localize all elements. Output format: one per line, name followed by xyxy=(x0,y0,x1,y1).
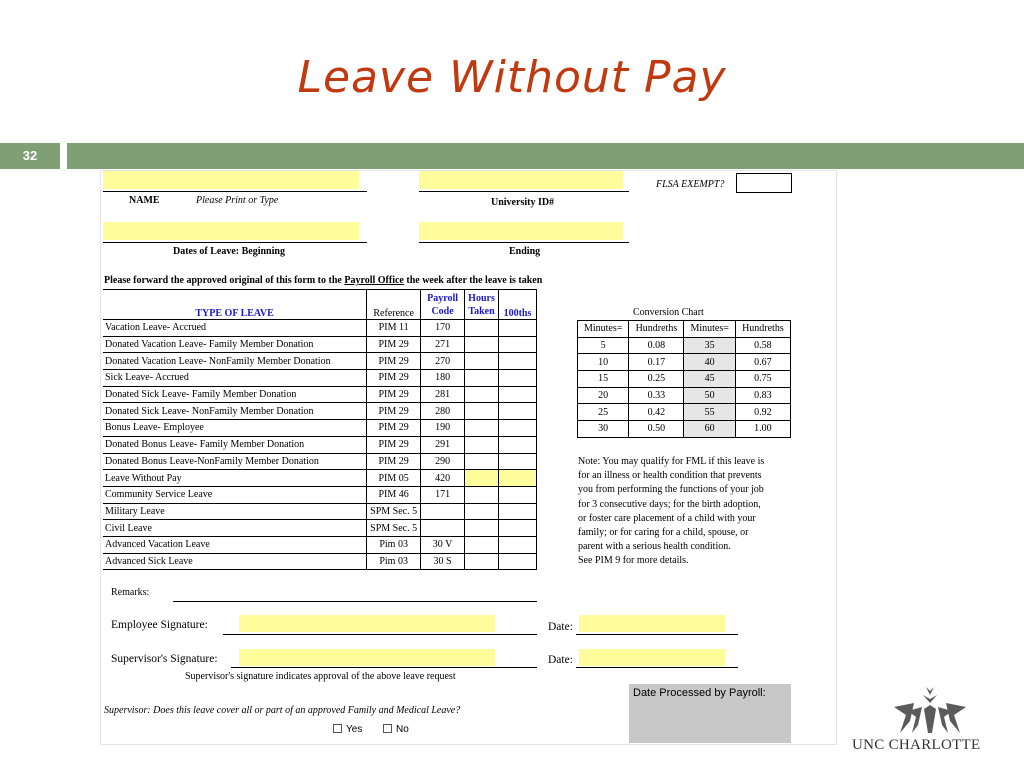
name-label: NAME xyxy=(129,195,160,206)
supervisor-signature-field[interactable] xyxy=(239,649,495,666)
hundredths-cell[interactable] xyxy=(499,336,537,353)
leave-type-cell: Donated Vacation Leave- Family Member Donation xyxy=(103,336,367,353)
reference-cell: Pim 03 xyxy=(367,536,421,553)
no-checkbox[interactable] xyxy=(383,724,392,733)
reference-cell: PIM 29 xyxy=(367,386,421,403)
payroll-code-cell: 280 xyxy=(421,403,465,420)
fml-note xyxy=(578,455,793,569)
conversion-cell: 1.00 xyxy=(735,421,790,438)
reference-cell: PIM 29 xyxy=(367,336,421,353)
slide-title: Leave Without Pay xyxy=(297,52,727,103)
conversion-cell: 60 xyxy=(684,421,735,438)
leave-row xyxy=(103,320,537,337)
payroll-code-header: Payroll Code xyxy=(421,290,465,320)
type-of-leave-header: TYPE OF LEAVE xyxy=(195,308,274,319)
reference-cell: PIM 29 xyxy=(367,353,421,370)
hundredths-cell[interactable] xyxy=(499,436,537,453)
leave-row xyxy=(103,453,537,470)
hundredths-cell[interactable] xyxy=(499,320,537,337)
note-line: parent with a serious health condition. xyxy=(578,541,731,553)
no-option[interactable]: No xyxy=(383,724,409,735)
conversion-row xyxy=(578,337,791,354)
conversion-header-row xyxy=(578,321,791,338)
employee-date-label: Date: xyxy=(548,621,573,633)
conversion-cell: 0.58 xyxy=(735,337,790,354)
reference-cell: PIM 29 xyxy=(367,370,421,387)
conversion-cell: 0.67 xyxy=(735,354,790,371)
hundredths-cell[interactable] xyxy=(499,520,537,537)
hours-taken-cell[interactable] xyxy=(465,403,499,420)
employee-signature-label: Employee Signature: xyxy=(111,619,208,631)
leave-type-cell: Vacation Leave- Accrued xyxy=(103,320,367,337)
conversion-cell: 35 xyxy=(684,337,735,354)
conversion-header-cell: Minutes= xyxy=(578,321,629,338)
payroll-office-link: Payroll Office xyxy=(344,275,404,286)
conversion-row xyxy=(578,371,791,388)
payroll-code-cell: 30 V xyxy=(421,536,465,553)
note-line: or foster care placement of a child with your xyxy=(578,512,756,524)
hundredths-cell[interactable] xyxy=(499,420,537,437)
note-line: for an illness or health condition that prevents xyxy=(578,470,762,482)
flsa-label: FLSA EXEMPT? xyxy=(656,179,725,190)
conversion-cell: 10 xyxy=(578,354,629,371)
leave-type-cell: Advanced Vacation Leave xyxy=(103,536,367,553)
logo-text: UNC CHARLOTTE xyxy=(852,737,981,753)
hundredths-cell[interactable] xyxy=(499,453,537,470)
hours-taken-cell[interactable] xyxy=(465,553,499,570)
payroll-processed-box xyxy=(629,684,791,743)
conversion-cell: 20 xyxy=(578,387,629,404)
reference-cell: SPM Sec. 5 xyxy=(367,520,421,537)
forward-instruction: Please forward the approved original of this form to the Payroll Office the week after the leave is taken xyxy=(104,275,543,286)
hundredths-cell[interactable] xyxy=(499,553,537,570)
conversion-header-cell: Minutes= xyxy=(684,321,735,338)
hours-taken-cell[interactable] xyxy=(465,520,499,537)
hours-taken-cell[interactable] xyxy=(465,386,499,403)
leave-row xyxy=(103,536,537,553)
header-band xyxy=(67,143,1024,169)
hundredths-cell[interactable] xyxy=(499,536,537,553)
leave-type-cell: Donated Bonus Leave-NonFamily Member Donation xyxy=(103,453,367,470)
flsa-box[interactable] xyxy=(736,173,792,193)
leave-row xyxy=(103,420,537,437)
hours-taken-cell[interactable] xyxy=(465,353,499,370)
hours-taken-cell[interactable] xyxy=(465,420,499,437)
conversion-cell: 50 xyxy=(684,387,735,404)
leave-type-cell: Advanced Sick Leave xyxy=(103,553,367,570)
employee-signature-field[interactable] xyxy=(239,615,495,632)
payroll-code-cell: 180 xyxy=(421,370,465,387)
hours-taken-cell[interactable] xyxy=(465,336,499,353)
ending-date-field[interactable] xyxy=(419,222,623,240)
conversion-cell: 15 xyxy=(578,371,629,388)
reference-cell: PIM 29 xyxy=(367,453,421,470)
hours-taken-cell[interactable] xyxy=(465,370,499,387)
payroll-code-cell: 270 xyxy=(421,353,465,370)
conversion-header-cell: Hundreths xyxy=(735,321,790,338)
leave-row xyxy=(103,486,537,503)
hours-taken-cell[interactable] xyxy=(465,436,499,453)
leave-type-cell: Donated Sick Leave- Family Member Donation xyxy=(103,386,367,403)
ending-label: Ending xyxy=(509,246,541,257)
payroll-code-cell: 291 xyxy=(421,436,465,453)
hours-taken-header: Hours Taken xyxy=(465,290,499,320)
leave-type-cell: Military Leave xyxy=(103,503,367,520)
leave-row xyxy=(103,436,537,453)
payroll-code-cell: 281 xyxy=(421,386,465,403)
conversion-cell: 30 xyxy=(578,421,629,438)
dates-label: Dates of Leave: Beginning xyxy=(173,246,285,257)
reference-cell: PIM 29 xyxy=(367,436,421,453)
fml-question: Supervisor: Does this leave cover all or part of an approved Family and Medical Leave? xyxy=(104,705,461,716)
conversion-row xyxy=(578,354,791,371)
payroll-processed-label: Date Processed by Payroll: xyxy=(633,687,766,699)
leave-row xyxy=(103,503,537,520)
leave-row xyxy=(103,403,537,420)
leave-type-table xyxy=(103,289,537,570)
payroll-code-cell: 420 xyxy=(421,470,465,487)
leave-type-cell: Leave Without Pay xyxy=(103,470,367,487)
name-field[interactable] xyxy=(103,171,359,189)
leave-type-cell: Donated Bonus Leave- Family Member Donation xyxy=(103,436,367,453)
reference-cell: PIM 46 xyxy=(367,486,421,503)
hundredths-cell[interactable] xyxy=(499,353,537,370)
supervisor-date-field[interactable] xyxy=(579,649,725,666)
yes-option[interactable]: Yes xyxy=(333,724,362,735)
payroll-code-cell: 290 xyxy=(421,453,465,470)
conversion-chart-title: Conversion Chart xyxy=(633,307,704,318)
unc-charlotte-crown-icon xyxy=(850,685,1010,735)
supervisor-date-label: Date: xyxy=(548,654,573,666)
leave-type-cell: Community Service Leave xyxy=(103,486,367,503)
leave-row xyxy=(103,353,537,370)
conversion-row xyxy=(578,387,791,404)
conversion-cell: 0.33 xyxy=(629,387,684,404)
conversion-cell: 0.17 xyxy=(629,354,684,371)
hours-taken-cell[interactable] xyxy=(465,536,499,553)
hundredths-cell[interactable] xyxy=(499,386,537,403)
yes-checkbox[interactable] xyxy=(333,724,342,733)
conversion-cell: 55 xyxy=(684,404,735,421)
conversion-row xyxy=(578,421,791,438)
note-line: you from performing the functions of your job xyxy=(578,484,764,496)
conversion-cell: 0.75 xyxy=(735,371,790,388)
leave-type-cell: Bonus Leave- Employee xyxy=(103,420,367,437)
payroll-code-cell: 170 xyxy=(421,320,465,337)
hours-taken-cell[interactable] xyxy=(465,503,499,520)
conversion-cell: 0.42 xyxy=(629,404,684,421)
leave-row xyxy=(103,520,537,537)
conversion-cell: 45 xyxy=(684,371,735,388)
leave-row xyxy=(103,470,537,487)
payroll-code-cell: 30 S xyxy=(421,553,465,570)
payroll-code-cell xyxy=(421,503,465,520)
remarks-label: Remarks: xyxy=(111,587,150,598)
hundredths-cell[interactable] xyxy=(499,403,537,420)
reference-cell: PIM 11 xyxy=(367,320,421,337)
slide-number: 32 xyxy=(22,148,38,163)
payroll-code-cell: 171 xyxy=(421,486,465,503)
leave-type-cell: Civil Leave xyxy=(103,520,367,537)
supervisor-signature-label: Supervisor's Signature: xyxy=(111,653,218,665)
reference-cell: PIM 29 xyxy=(367,403,421,420)
employee-date-field[interactable] xyxy=(579,615,725,632)
hours-taken-cell[interactable] xyxy=(465,470,499,487)
reference-cell: PIM 29 xyxy=(367,420,421,437)
hundredths-cell[interactable] xyxy=(499,370,537,387)
university-id-label: University ID# xyxy=(491,197,555,208)
conversion-cell: 0.50 xyxy=(629,421,684,438)
conversion-cell: 25 xyxy=(578,404,629,421)
conversion-cell: 0.08 xyxy=(629,337,684,354)
hundredths-cell[interactable] xyxy=(499,470,537,487)
leave-row xyxy=(103,553,537,570)
note-line: Note: You may qualify for FML if this leave is xyxy=(578,456,765,467)
note-line: for 3 consecutive days; for the birth adoption, xyxy=(578,498,761,510)
hours-taken-cell[interactable] xyxy=(465,486,499,503)
reference-cell: SPM Sec. 5 xyxy=(367,503,421,520)
payroll-code-cell: 271 xyxy=(421,336,465,353)
conversion-header-cell: Hundreths xyxy=(629,321,684,338)
hours-taken-cell[interactable] xyxy=(465,320,499,337)
conversion-cell: 40 xyxy=(684,354,735,371)
conversion-cell: 0.25 xyxy=(629,371,684,388)
reference-cell: Pim 03 xyxy=(367,553,421,570)
leave-type-cell: Sick Leave- Accrued xyxy=(103,370,367,387)
note-more: See PIM 9 for more details. xyxy=(578,555,689,567)
hundredths-cell[interactable] xyxy=(499,503,537,520)
conversion-cell: 0.92 xyxy=(735,404,790,421)
beginning-date-field[interactable] xyxy=(103,222,359,240)
leave-row xyxy=(103,386,537,403)
hundredths-header: 100ths xyxy=(499,290,537,320)
university-id-field[interactable] xyxy=(419,171,623,189)
payroll-code-cell: 190 xyxy=(421,420,465,437)
reference-cell: PIM 05 xyxy=(367,470,421,487)
leave-type-cell: Donated Vacation Leave- NonFamily Member Donation xyxy=(103,353,367,370)
conversion-cell: 5 xyxy=(578,337,629,354)
reference-header: Reference xyxy=(367,290,421,320)
note-line: family; or for caring for a child, spouse, or xyxy=(578,527,749,539)
leave-type-cell: Donated Sick Leave- NonFamily Member Donation xyxy=(103,403,367,420)
hours-taken-cell[interactable] xyxy=(465,453,499,470)
conversion-row xyxy=(578,404,791,421)
conversion-cell: 0.83 xyxy=(735,387,790,404)
leave-row xyxy=(103,336,537,353)
leave-form xyxy=(100,170,837,745)
conversion-chart xyxy=(577,320,791,438)
approval-text: Supervisor's signature indicates approval of the above leave request xyxy=(185,671,456,682)
leave-row xyxy=(103,370,537,387)
payroll-code-cell xyxy=(421,520,465,537)
name-hint: Please Print or Type xyxy=(196,195,279,206)
hundredths-cell[interactable] xyxy=(499,486,537,503)
